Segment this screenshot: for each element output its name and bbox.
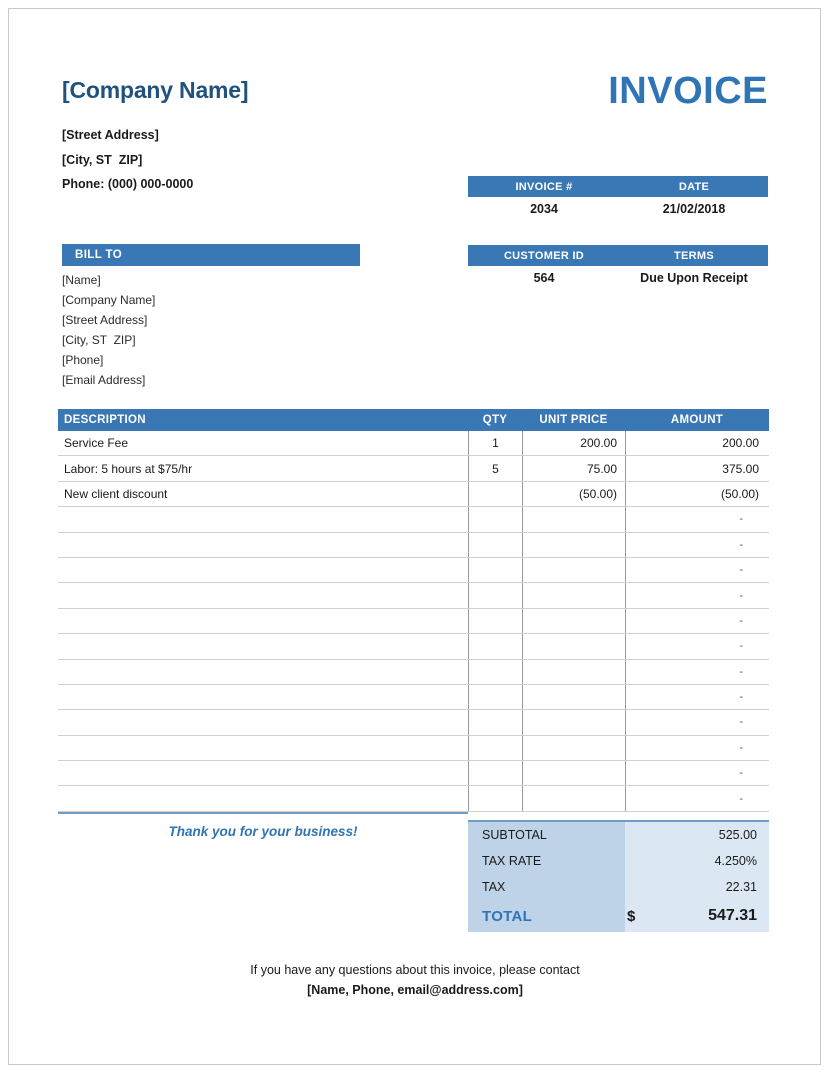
row-qty	[468, 685, 522, 709]
company-phone: Phone: (000) 000-0000	[62, 177, 194, 192]
row-description: Labor: 5 hours at $75/hr	[64, 461, 193, 476]
date-value: 21/02/2018	[662, 202, 726, 216]
company-name: [Company Name]	[62, 77, 249, 103]
row-description	[58, 558, 468, 582]
row-amount: 375.00	[625, 456, 769, 480]
table-row[interactable]	[58, 431, 769, 456]
invoice-number-header: INVOICE #	[515, 180, 573, 193]
subtotal-currency	[625, 822, 653, 848]
row-amount: -	[625, 685, 769, 709]
table-row[interactable]	[58, 634, 769, 659]
bill-to-street: [Street Address]	[62, 313, 148, 327]
row-unit-price: 200.00	[522, 431, 625, 455]
row-amount: -	[625, 786, 769, 810]
tax-row	[468, 874, 769, 900]
row-amount: 200.00	[625, 431, 769, 455]
row-qty	[468, 533, 522, 557]
row-unit-price	[522, 507, 625, 531]
row-qty	[468, 583, 522, 607]
subtotal-value: 525.00	[653, 822, 769, 848]
terms-value: Due Upon Receipt	[640, 271, 748, 285]
row-amount: -	[625, 761, 769, 785]
row-qty	[468, 660, 522, 684]
total-label: TOTAL	[468, 900, 625, 932]
row-amount: -	[625, 507, 769, 531]
line-items-bottom-rule	[58, 812, 468, 814]
row-description	[58, 583, 468, 607]
total-row	[468, 900, 769, 932]
table-row[interactable]	[58, 482, 769, 507]
row-description: Service Fee	[64, 436, 129, 451]
company-address-lines	[62, 123, 462, 197]
qty-header: QTY	[482, 414, 508, 426]
row-description	[58, 533, 468, 557]
bill-to-phone: [Phone]	[62, 353, 104, 367]
row-unit-price	[522, 761, 625, 785]
row-qty	[468, 786, 522, 810]
row-description	[58, 786, 468, 810]
row-qty: 5	[468, 456, 522, 480]
row-amount: -	[625, 558, 769, 582]
table-row[interactable]	[58, 558, 769, 583]
row-qty	[468, 558, 522, 582]
line-items-header-row	[58, 409, 769, 431]
row-description	[58, 660, 468, 684]
row-unit-price	[522, 660, 625, 684]
row-unit-price	[522, 583, 625, 607]
row-amount: -	[625, 660, 769, 684]
row-unit-price	[522, 685, 625, 709]
line-items-body	[58, 431, 769, 812]
customer-id-header: CUSTOMER ID	[503, 249, 585, 262]
row-qty	[468, 736, 522, 760]
row-description	[58, 736, 468, 760]
table-row[interactable]	[58, 609, 769, 634]
customer-id-value: 564	[533, 271, 555, 285]
footer-contact-details: [Name, Phone, email@address.com]	[307, 983, 523, 997]
company-city-state-zip: [City, ST ZIP]	[62, 152, 143, 167]
totals-table	[468, 820, 769, 932]
invoice-meta-value-row	[468, 197, 768, 221]
table-row[interactable]	[58, 533, 769, 558]
row-description	[58, 685, 468, 709]
row-qty	[468, 507, 522, 531]
table-row[interactable]	[58, 786, 769, 811]
subtotal-label: SUBTOTAL	[468, 822, 625, 848]
row-description	[58, 507, 468, 531]
line-items-table	[58, 409, 769, 814]
row-amount: -	[625, 609, 769, 633]
row-qty	[468, 710, 522, 734]
bill-to-email: [Email Address]	[62, 373, 146, 387]
table-row[interactable]	[58, 456, 769, 481]
bill-to-company: [Company Name]	[62, 293, 156, 307]
bill-to-block	[62, 244, 360, 390]
tax-rate-value: 4.250%	[653, 848, 769, 874]
row-qty	[468, 634, 522, 658]
row-qty	[468, 482, 522, 506]
subtotal-row	[468, 822, 769, 848]
row-amount: -	[625, 736, 769, 760]
unit-price-header: UNIT PRICE	[539, 414, 608, 426]
row-unit-price	[522, 786, 625, 810]
row-description	[58, 634, 468, 658]
row-qty: 1	[468, 431, 522, 455]
row-unit-price	[522, 609, 625, 633]
tax-value: 22.31	[653, 874, 769, 900]
terms-header: TERMS	[674, 249, 714, 262]
table-row[interactable]	[58, 710, 769, 735]
customer-meta-header-row	[468, 245, 768, 266]
invoice-number-value: 2034	[530, 202, 558, 216]
row-qty	[468, 761, 522, 785]
row-description	[58, 609, 468, 633]
bill-to-lines	[62, 270, 360, 390]
footer	[0, 960, 830, 1000]
customer-meta-value-row	[468, 266, 768, 290]
row-description	[58, 761, 468, 785]
bill-to-heading-label: BILL TO	[75, 249, 123, 261]
row-unit-price	[522, 533, 625, 557]
row-unit-price: (50.00)	[522, 482, 625, 506]
bill-to-city-state-zip: [City, ST ZIP]	[62, 333, 136, 347]
bill-to-name: [Name]	[62, 273, 101, 287]
invoice-meta-header-row	[468, 176, 768, 197]
row-amount: -	[625, 710, 769, 734]
bill-to-header	[62, 244, 360, 266]
page-title: INVOICE	[608, 70, 768, 112]
footer-contact-prompt: If you have any questions about this invoice, please contact	[250, 963, 580, 977]
date-header: DATE	[678, 180, 710, 193]
row-amount: -	[625, 583, 769, 607]
tax-rate-label: TAX RATE	[468, 848, 625, 874]
row-unit-price: 75.00	[522, 456, 625, 480]
row-unit-price	[522, 710, 625, 734]
customer-meta-table	[468, 245, 768, 290]
row-qty	[468, 609, 522, 633]
table-row[interactable]	[58, 761, 769, 786]
row-amount: (50.00)	[625, 482, 769, 506]
total-value: 547.31	[653, 900, 769, 932]
row-amount: -	[625, 533, 769, 557]
tax-label: TAX	[468, 874, 625, 900]
description-header: DESCRIPTION	[64, 414, 146, 426]
table-row[interactable]	[58, 583, 769, 608]
row-unit-price	[522, 634, 625, 658]
invoice-meta-table	[468, 176, 768, 221]
table-row[interactable]	[58, 507, 769, 532]
total-currency-symbol: $	[625, 900, 653, 932]
amount-header: AMOUNT	[670, 414, 724, 426]
table-row[interactable]	[58, 660, 769, 685]
row-unit-price	[522, 558, 625, 582]
row-description	[58, 710, 468, 734]
thank-you-message: Thank you for your business!	[168, 824, 358, 839]
tax-rate-currency	[625, 848, 653, 874]
table-row[interactable]	[58, 736, 769, 761]
tax-rate-row	[468, 848, 769, 874]
tax-currency	[625, 874, 653, 900]
company-block	[62, 78, 462, 197]
company-street: [Street Address]	[62, 128, 159, 143]
row-amount: -	[625, 634, 769, 658]
table-row[interactable]	[58, 685, 769, 710]
row-description: New client discount	[64, 486, 168, 501]
row-unit-price	[522, 736, 625, 760]
